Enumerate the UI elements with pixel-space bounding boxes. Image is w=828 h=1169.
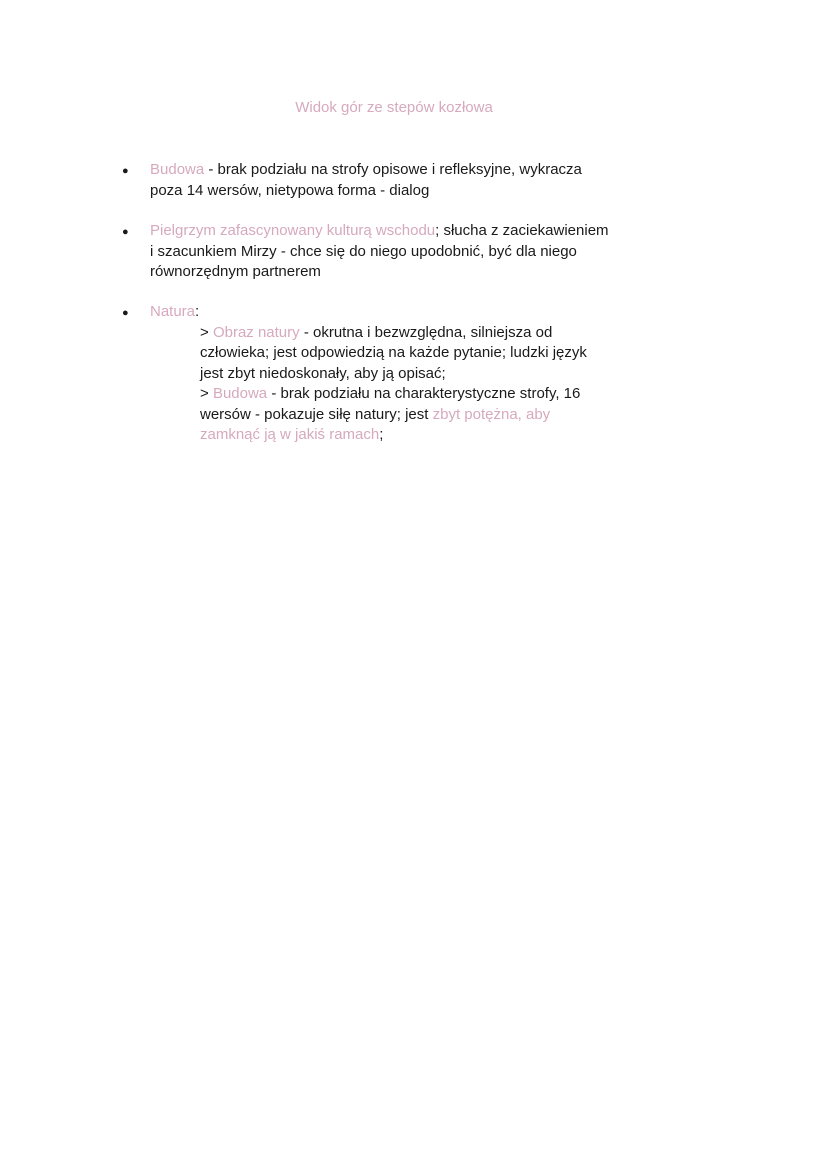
item-highlight: Budowa [150,161,205,178]
item-text: : [195,303,200,320]
sub-item-text: - brak podziału na charakterystyczne strofy, 16 wersów - pokazuje siłę natury; jest [200,385,581,423]
sub-item-highlight-2: zbyt potężna, aby zamknąć ją w jakiś ramach [200,405,551,443]
page-title: Widok gór ze stepów kozłowa [295,99,493,116]
list-item-natura [150,302,610,446]
sub-item-highlight: Obraz natury [212,323,300,341]
sub-item-prefix: > [200,323,213,341]
sub-item-text: - okrutna i bezwzględna, silniejsza od człowieka; jest odpowiedzią na każde pytanie; ludzki język jest zbyt niedoskonały, aby ją opisać; [200,323,587,382]
sub-item-prefix: > [200,385,213,402]
item-highlight: Natura [150,303,196,320]
bullet-icon [122,160,129,182]
sub-item-text-2: ; [379,426,384,443]
bullet-icon [122,221,129,243]
sub-item-obraz-natury [200,323,610,385]
list-item-pielgrzym [150,221,610,283]
item-text: ; słucha z zaciekawieniem i szacunkiem Mirzy - chce się do niego upodobnić, być dla niego równorzędnym partnerem [150,222,609,280]
bullet-icon [122,302,129,324]
list-item-budowa [150,160,610,201]
sub-item-highlight: Budowa [212,385,268,402]
item-highlight: Pielgrzym zafascynowany kulturą wschodu [150,222,436,239]
sub-item-budowa [200,384,610,446]
item-text: - brak podziału na strofy opisowe i refleksyjne, wykracza poza 14 wersów, nietypowa forma - dialog [150,161,582,199]
